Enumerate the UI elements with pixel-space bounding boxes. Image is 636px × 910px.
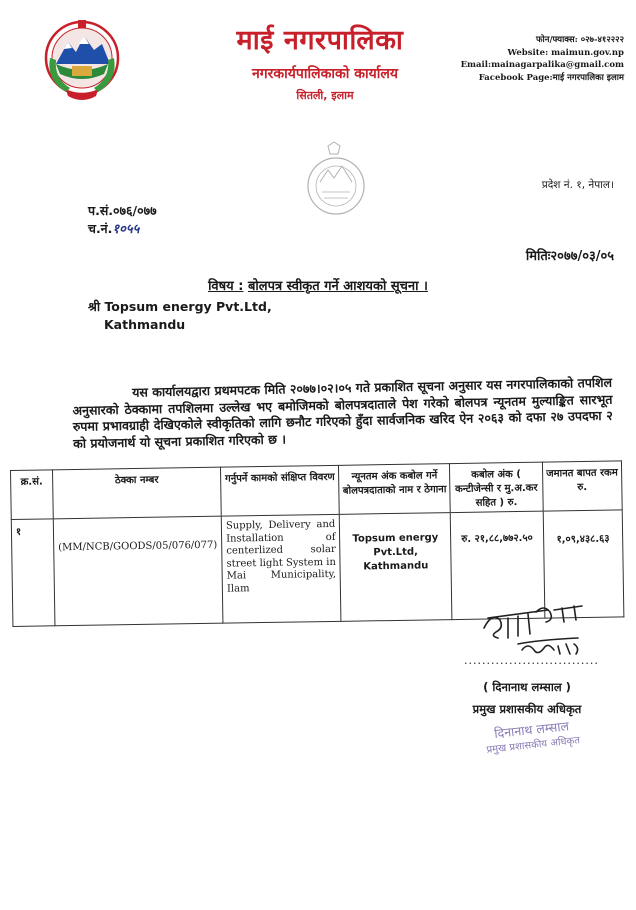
signature-dotted-line: .............................. [464, 654, 599, 667]
cell-sn: १ [11, 519, 55, 627]
chalani-value: १०५५ [112, 222, 140, 237]
col-header-bidder: न्यूनतम अंक कबोल गर्ने बोलपत्रदाताको नाम र ठेगाना [339, 464, 451, 515]
name-stamp-line1: दिनानाथ लम्साल [493, 718, 570, 741]
patra-sankhya: प.सं.०७६/०७७ [88, 203, 157, 218]
contact-website[interactable]: Website: maimun.gov.np [507, 47, 624, 58]
contact-phone: फोन/फ्याक्स: ०२७-४१२२२२ [535, 35, 624, 45]
office-address: सितली, इलाम [296, 89, 354, 102]
cell-bidder [340, 513, 452, 622]
municipality-title: माई नगरपालिका [236, 25, 404, 56]
municipality-emblem-logo [42, 18, 122, 104]
col-header-contract-no: ठेक्का नम्बर [53, 467, 222, 519]
contact-email[interactable]: Email:mainagarpalika@gmail.com [460, 60, 624, 70]
handwritten-signature [478, 598, 588, 660]
contact-block [424, 34, 624, 84]
bidder-address: Kathmandu [363, 560, 429, 573]
cell-amount: रु. २१,८८,७७२.५० [450, 511, 544, 619]
col-header-amount: कबोल अंक ( कन्टीजेन्सी र मु.अ.कर सहित ) रु. [450, 462, 543, 512]
col-header-deposit: जमानत बापत रकम रु. [542, 461, 622, 511]
office-subtitle: नगरकार्यपालिकाको कार्यालय [252, 66, 398, 82]
cell-contract-no: (MM/NCB/GOODS/05/076/077) [53, 516, 223, 626]
col-header-sn: क्र.सं. [11, 470, 54, 520]
province-label: प्रदेश नं. १, नेपाल। [541, 179, 614, 191]
signatory-block [452, 676, 602, 720]
bidder-name: Topsum energy Pvt.Ltd, [352, 532, 439, 559]
notice-paragraph: यस कार्यालयद्वारा प्रथमपटक मिति २०७७।०२।०५ गते प्रकाशित सूचना अनुसार यस नगरपालिकाको तपशिल अनुसारको ठेक्कामा तपशिलमा उल्लेख भए बमोजिमको बोलपत्रदाताले पेश गरेको बोलपत्र न्यूनतम मुल्याङ्कित सारभूत रुपमा प्रभावग्राही देखिएकोले स्वीकृतिको लागि छनौट गरिएको हुँदा सार्वजनिक खरिद ऐन २०६३ को दफा २७ उपदफा २ को प्रयोजनार्थ यो सूचना प्रकाशित गरिएको छ । [72, 374, 613, 451]
name-stamp-line2: प्रमुख प्रशासकीय अधिकृत [485, 735, 581, 756]
chalani-label: च.नं. [88, 221, 113, 236]
name-stamp [476, 716, 590, 769]
col-header-description: गर्नुपर्ने कामको संक्षिप्त विवरण [221, 465, 340, 516]
contact-facebook[interactable]: Facebook Page:माई नगरपालिका इलाम [478, 72, 624, 83]
subject-line [0, 276, 636, 294]
subject-label: विषय : [208, 279, 244, 294]
addressee-block [88, 298, 272, 334]
office-round-stamp [298, 140, 374, 222]
addressee-address: Kathmandu [104, 317, 186, 332]
signatory-name: ( दिनानाथ लम्साल ) [483, 680, 571, 694]
cell-deposit: १,०९,४३८.६३ [543, 510, 624, 618]
letter-date: मितिः२०७७/०३/०५ [525, 249, 614, 264]
chalani-number [88, 220, 157, 239]
reference-numbers [88, 202, 157, 239]
signatory-designation: प्रमुख प्रशासकीय अधिकृत [472, 702, 582, 716]
addressee-name: श्री Topsum energy Pvt.Ltd, [88, 299, 272, 314]
cell-description: Supply, Delivery and Installation of centerlized solar street light System in Mai Municipality, Ilam [221, 514, 341, 623]
notice-body [72, 375, 613, 452]
subject-text: बोलपत्र स्वीकृत गर्ने आशयको सूचना । [247, 279, 428, 294]
